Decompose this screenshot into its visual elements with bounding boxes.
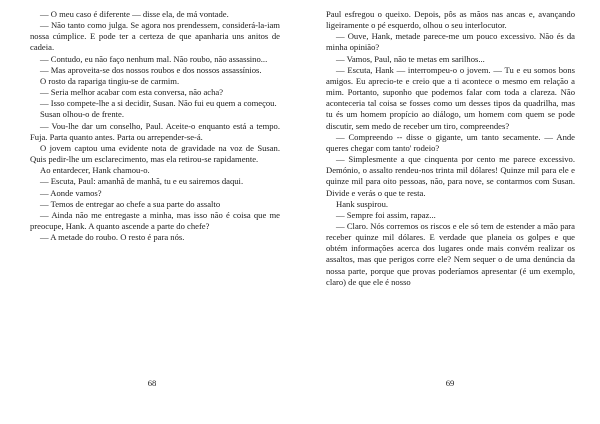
- paragraph: Ao entardecer, Hank chamou-o.: [40, 165, 150, 176]
- right-page: [300, 0, 600, 424]
- paragraph: O jovem captou uma evidente nota de gravidade na voz de Susan. Quis pedir-lhe um esclarecimento, mas ela retirou-se rapidamente.: [30, 142, 280, 165]
- paragraph: — Vou-lhe dar um conselho, Paul. Aceite-o enquanto está a tempo. Fuja. Parta quanto antes. Parta ou arrepender-se-á.: [30, 120, 280, 142]
- paragraph: — Aonde vamos?: [40, 187, 102, 198]
- paragraph: O rosto da rapariga tingiu-se de carmim.: [40, 75, 180, 86]
- paragraph: — Seria melhor acabar com esta conversa, não acha?: [40, 87, 224, 98]
- paragraph: — A metade do roubo. O resto é para nós.: [40, 232, 185, 243]
- paragraph: Paul esfregou o queixo. Depois, pôs as mãos nas ancas e, avançando ligeiramente o pé esquerdo, olhou o seu interlocutor.: [326, 9, 575, 31]
- paragraph: — Mas aproveita-se dos nossos roubos e dos nossos assassínios.: [40, 64, 262, 75]
- paragraph: — Temos de entregar ao chefe a sua parte do assalto: [40, 198, 221, 209]
- paragraph: — Não tanto como julga. Se agora nos prendessem, considerá-la-iam nossa cúmplice. E pode ter a certeza de que apanharia uns anitos de cadeia.: [30, 20, 280, 53]
- paragraph: — O meu caso é diferente — disse ela, de má vontade.: [40, 9, 229, 19]
- paragraph: Hank suspirou.: [336, 198, 389, 209]
- paragraph: — Vamos, Paul, não te metas em sarilhos...: [336, 53, 485, 64]
- paragraph: — Escuta, Paul: amanhã de manhã, tu e eu sairemos daqui.: [40, 176, 244, 187]
- paragraph: — Isso compete-lhe a si decidir, Susan. Não fui eu quem a começou.: [40, 98, 277, 109]
- page-number-left: 68: [147, 378, 157, 388]
- paragraph: Susan olhou-o de frente.: [40, 109, 125, 120]
- right-page-text: [326, 9, 575, 288]
- paragraph: — Contudo, eu não faço nenhum mal. Não roubo, não assassino...: [40, 53, 268, 64]
- page-number-right: 69: [445, 378, 455, 388]
- paragraph: — Ainda não me entregaste a minha, mas isso não é coisa que me preocupe, Hank. A quanto ascende a parte do chefe?: [30, 209, 280, 231]
- left-page-text: [30, 9, 280, 243]
- paragraph: — Sempre foi assim, rapaz...: [336, 209, 436, 220]
- paragraph: — Ouve, Hank, metade parece-me um pouco excessivo. Não és da minha opinião?: [326, 31, 575, 53]
- paragraph: — Claro. Nós corremos os riscos e ele só tem de estender a mão para receber quinze mil dólares. E verdade que planeia os golpes e que obtém informações acerca dos lugares onde mais convém realizar os assaltos, mas que perigos corre ele? Nem sequer o de uma denúncia da nossa parte, porque que provas poderíamos apresentar (é um exemplo, claro) de que ele é nosso: [326, 220, 575, 287]
- paragraph: — Compreendo -- disse o gigante, um tanto secamente. — Ande queres chegar com tanto' rodeio?: [326, 131, 575, 153]
- paragraph: — Escuta, Hank — interrompeu-o o jovem. — Tu e eu somos bons amigos. Eu aprecio-te e creio que a ti acontece o mesmo em relação a mim. Portanto, suponho que podemos falar com toda a clareza. Não aconteceria tal coisa se fosses como um desses tipos da quadrilha, mas tu és um homem propício ao diálogo, um homem com quem se pode discutir, sem medo de receber um tiro, compreendes?: [326, 64, 575, 131]
- paragraph: — Simplesmente a que cinquenta por cento me parece excessivo. Demónio, o assalto rendeu-nos trinta mil dólares! Quinze mil para ele e quinze mil para oito pessoas, não, para nove, se contarmos com Susan. Divide e verás o que te resta.: [326, 154, 575, 198]
